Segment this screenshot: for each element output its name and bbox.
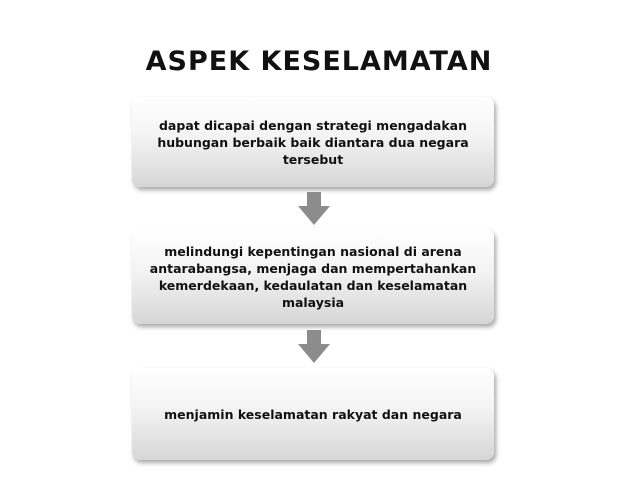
step-text-2: melindungi kepentingan nasional di arena antarabangsa, menjaga dan mempertahankan kemerdekaan, kedaulatan dan keselamatan malaysia	[149, 243, 477, 310]
step-box-2	[132, 229, 494, 324]
step-box-3	[132, 368, 494, 460]
down-arrow-icon	[297, 192, 331, 226]
step-text-3: menjamin keselamatan rakyat dan negara	[164, 406, 462, 422]
diagram-title: ASPEK KESELAMATAN	[145, 46, 493, 77]
step-text-1: dapat dicapai dengan strategi mengadakan hubungan berbaik baik diantara dua negara tersebut	[157, 117, 469, 167]
step-box-1	[132, 97, 494, 187]
down-arrow-icon	[297, 330, 331, 364]
